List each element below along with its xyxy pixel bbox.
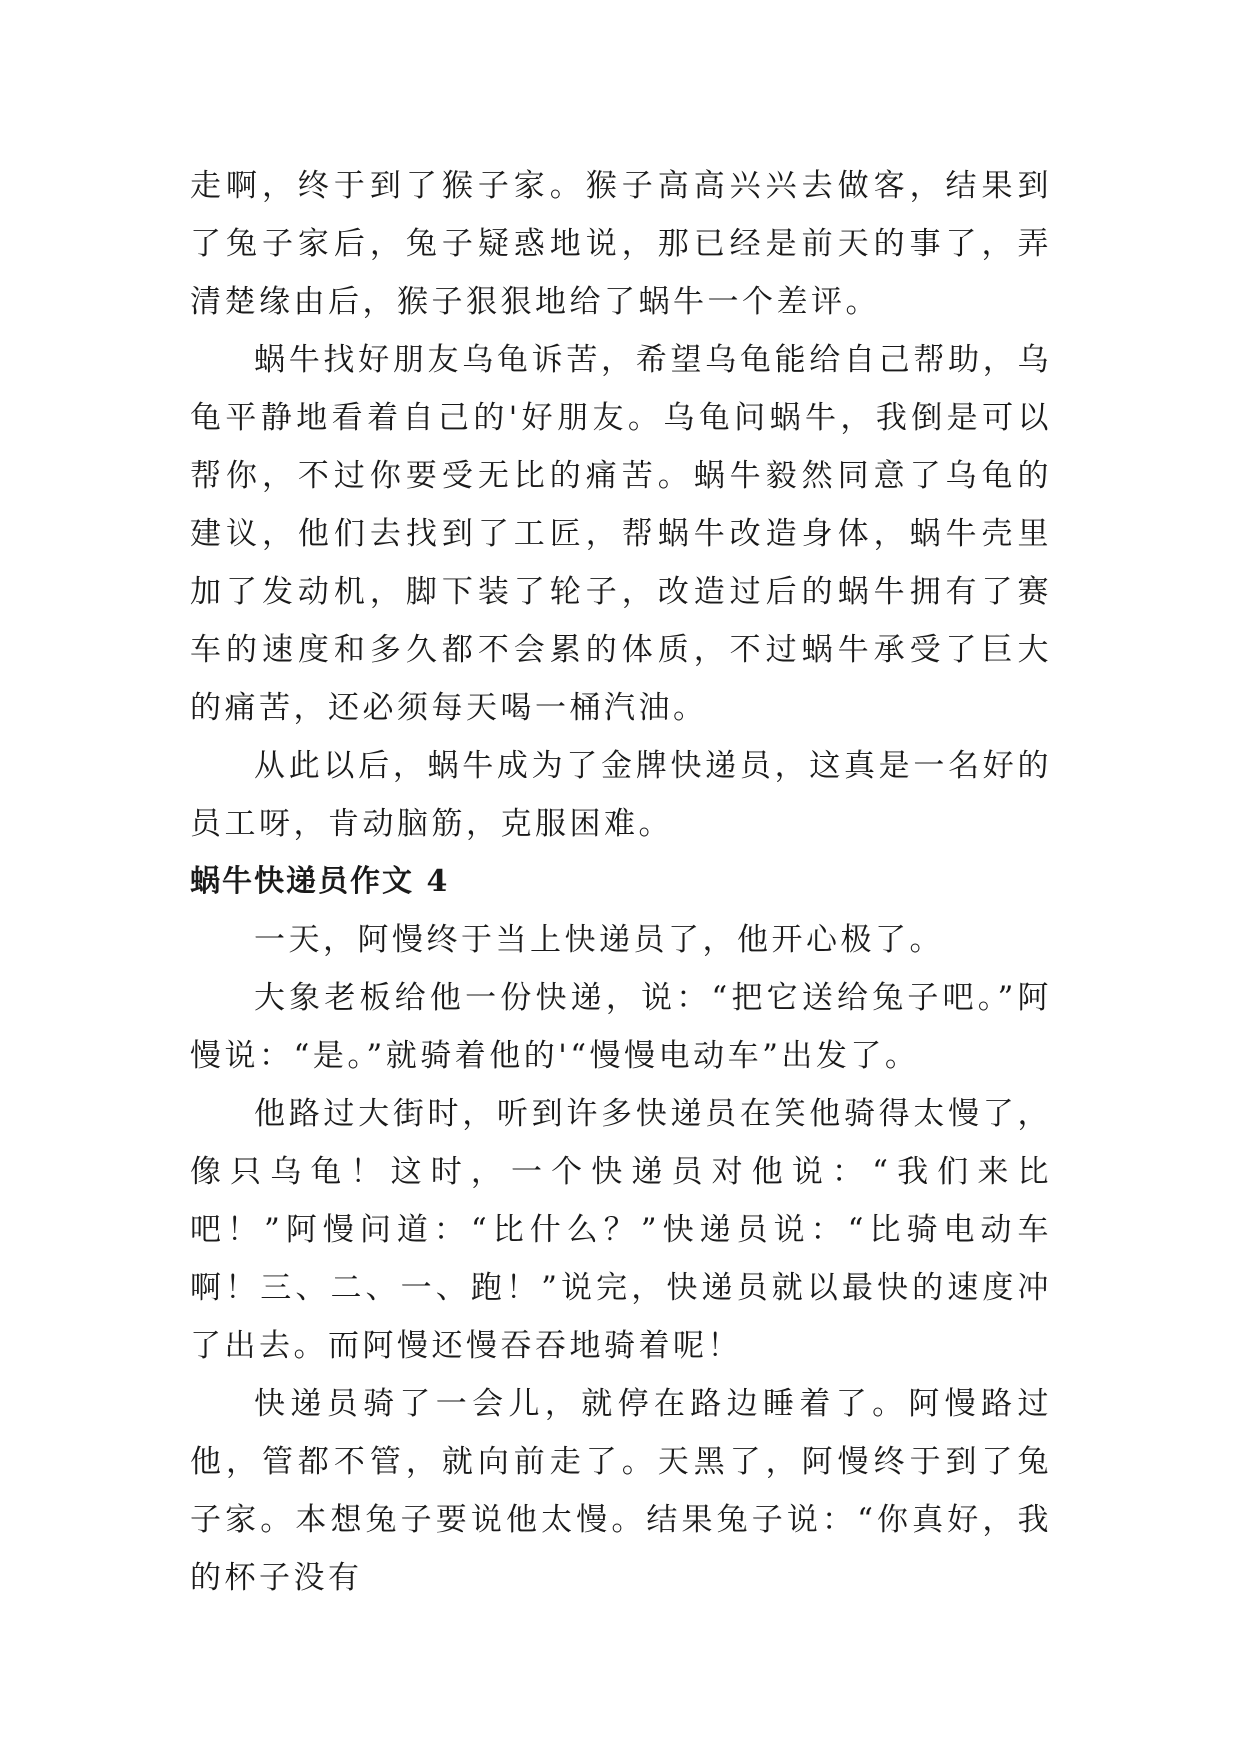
document-page bbox=[190, 157, 1052, 1607]
paragraph-6: 他路过大街时，听到许多快递员在笑他骑得太慢了，像只乌龟！这时，一个快递员对他说：“我们来比吧！”阿慢问道：“比什么？”快递员说：“比骑电动车啊！三、二、一、跑！”说完，快递员就以最快的速度冲了出去。而阿慢还慢吞吞地骑着呢！ bbox=[190, 1096, 1052, 1364]
paragraph-3: 从此以后，蜗牛成为了金牌快递员，这真是一名好的员工呀，肯动脑筋，克服困难。 bbox=[190, 748, 1052, 842]
paragraph-2: 蜗牛找好朋友乌龟诉苦，希望乌龟能给自己帮助，乌龟平静地看着自己的'好朋友。乌龟问蜗牛，我倒是可以帮你，不过你要受无比的痛苦。蜗牛毅然同意了乌龟的建议，他们去找到了工匠，帮蜗牛改造身体，蜗牛壳里加了发动机，脚下装了轮子，改造过后的蜗牛拥有了赛车的速度和多久都不会累的体质，不过蜗牛承受了巨大的痛苦，还必须每天喝一桶汽油。 bbox=[190, 342, 1052, 726]
section-heading: 蜗牛快递员作文 4 bbox=[190, 864, 450, 899]
paragraph-4: 一天，阿慢终于当上快递员了，他开心极了。 bbox=[254, 922, 944, 958]
paragraph-1: 走啊，终于到了猴子家。猴子高高兴兴去做客，结果到了兔子家后，兔子疑惑地说，那已经是前天的事了，弄清楚缘由后，猴子狠狠地给了蜗牛一个差评。 bbox=[190, 168, 1052, 320]
paragraph-7: 快递员骑了一会儿，就停在路边睡着了。阿慢路过他，管都不管，就向前走了。天黑了，阿慢终于到了兔子家。本想兔子要说他太慢。结果兔子说：“你真好，我的杯子没有 bbox=[190, 1386, 1052, 1596]
paragraph-5: 大象老板给他一份快递，说：“把它送给兔子吧。”阿慢说：“是。”就骑着他的'“慢慢电动车”出发了。 bbox=[190, 980, 1052, 1074]
